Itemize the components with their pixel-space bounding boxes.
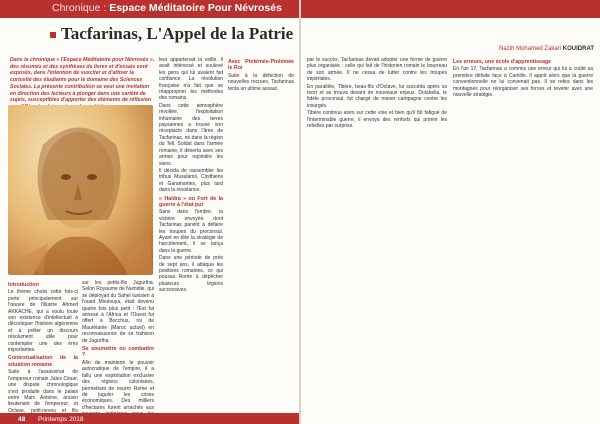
paragraph: Suite à l'assassinat de l'empereur romain Jules César, une dispute chronologique s'est produite dans le palais entre Marc Antoine, ancien lieutenant de l'empereur, et Octave, petit-neveu et fils: [8, 369, 78, 413]
section-heading: Contextualisation de la situation romaine: [8, 355, 78, 368]
paragraph: Le thème choisi cette fois-ci porte principalement sur l'œuvre de l'illustre Ahmed AKKACHE, qui a voulu toute son existence d'intellectuel à décortiquer l'histoire algérienne et à prêter un discours résolument utile pour contempler une des ères importantes.: [8, 289, 78, 354]
paragraph: Suite à la défection de nouvelles recrues, Tacfarinas tenta un ultime assaut.: [228, 72, 294, 92]
paragraph: sur les petits-fils Jugurtha. Selon Royaume de Numidie, qui se déployait du Sahel tunisien à l'oued Moulouya, était devenu quatre fois plus petit : l'Est fut annexé à l'Africa et l'Ouest fut offert à Bocchus, roi de Maurétanie (Maroc actuel) en reconnaissance de sa trahison de Jugurtha.: [82, 280, 154, 344]
author-label: Nazih Mohamed Zakari: [499, 46, 562, 52]
paragraph: par le succès, Tacfarinas devait adopter une forme de guerre plus organisée : celle qui fait de l'historien romain le bourreau de son armée. Il ne cessa de lutter contre les troupes impériales.: [307, 57, 447, 83]
left-column-1: [8, 280, 78, 413]
article-title: Tacfarinas, L'Appel de la Patrie: [50, 24, 293, 44]
section-heading: Avec Ptolémée-Ptolémée le Roi: [228, 59, 294, 72]
author-byline: [499, 46, 594, 52]
paragraph: En l'an 17, Tacfarinas a commis une erreur qui lui a coûté sa première défaite face à Camille. Il apprit alors que la guerre conventionnelle ne lui convenait pas. Il se retira dans les montagnes pour réorganiser ses forces et revenir avec une nouvelle stratégie.: [453, 66, 593, 99]
left-column-4: [228, 57, 294, 413]
paragraph: Il décida de rassembler les tribus Musulamii, Cinithiens et Garamantes, plus tard dans la résistance.: [159, 167, 223, 194]
paragraph: Dans cette atmosphère révoltée, l'exploitation inhumaine des terres paysannes a trouvé son réceptacle dans l'âme de Tacfarinas, né dans la région du Tell. Soldat dans l'armée romaine, il déserta avec ses armes pour rejoindre les siens.: [159, 102, 223, 167]
section-heading: « Haïdra » ou Fort de la guerre à l'état pur: [159, 195, 223, 208]
rubric-prefix: Chronique :: [52, 2, 107, 14]
footer-band: [0, 413, 299, 424]
right-column-1: [307, 57, 447, 413]
issue-label: Printemps 2018: [38, 416, 84, 423]
header-band: [0, 0, 299, 18]
page-number: 48: [18, 416, 26, 423]
section-heading: Les erreurs, une école d'apprentissage: [453, 59, 552, 65]
paragraph: Dans une période de près de sept ans, il attaqua les positions romaines, ce qui poussa Rome à dépêcher plusieurs légions successives.: [159, 255, 223, 294]
paragraph: En parallèle, Tibère, beau-fils d'Octave, lui succéda après sa mort et se trouva devant de nouveaux enjeux. Dolabella, le fidèle proconsul, fut chargé de mener campagne contre les insurgés.: [307, 83, 447, 109]
header-band: [301, 0, 600, 18]
section-heading: Se soumettre ou combattre ?: [82, 346, 154, 359]
author-name: KOUIDRAT: [562, 46, 594, 52]
paragraph: Tibère continua alors sur cette voie et bien qu'il fût fatigué de l'interminable guerre, il envoya des renforts qui prirent les rebelles par surprise.: [307, 110, 447, 130]
left-column-2: [82, 280, 154, 413]
paragraph: Afin de maintenir le pouvoir autocratique de l'empire, il a fallu une exploitation exclusive des régions colonisées, permettant de nourrir Rome et de juguler les crises économiques. Des milliers d'hectares furent arrachés aux: [82, 359, 154, 411]
paragraph: Sans dans l'ombre, la victoire envoyée dont Tacfarinas parvint à défaire les troupes du proconsul. Ayant en tête la stratégie de harcèlement, il se lança dans la guerre.: [159, 209, 223, 254]
left-column-3: [159, 57, 223, 413]
rubric-title: Espace Méditatoire Pour Névrosés: [109, 2, 282, 14]
article-intro: Dans la chronique « l'Espace Méditatoire pour Névrosés », des résumés et des synthèses de livres et d'essais sont exposés, dans l'intention de susciter et d'attiser la curiosité des étudiants pour le domaine des Sciences Sociales. La présente contribution se veut une invitation en direction des lecteurs à plonger dans une variété de sujets, susceptibles d'apporter des éléments de réflexion: [10, 57, 155, 104]
section-heading: Introduction: [8, 282, 39, 288]
left-page: [0, 0, 299, 424]
paragraph: leur appartenait la veille. Il avait intéressé et soulevé les gens qui lui avaient fait confiance. La révolution française n'a fait que se réapproprier les méthodes des romains.: [159, 57, 223, 102]
right-column-2: [453, 57, 593, 413]
right-page: [301, 0, 600, 424]
portrait-illustration: [8, 105, 153, 275]
rubric: [52, 2, 282, 14]
